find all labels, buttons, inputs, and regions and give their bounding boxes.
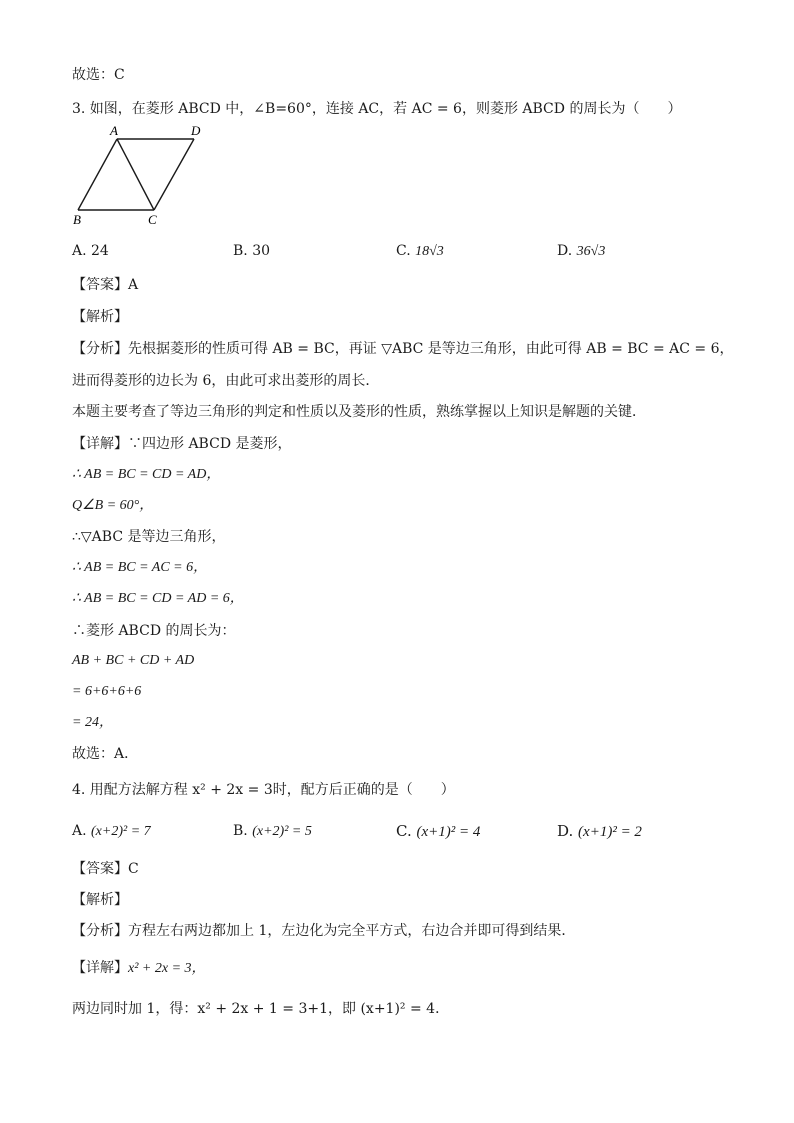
label-a: A xyxy=(110,123,118,138)
q3-detail-step-7: AB + BC + CD + AD xyxy=(72,653,195,668)
q3-summary: 本题主要考查了等边三角形的判定和性质以及菱形的性质，熟练掌握以上知识是解题的关键． xyxy=(72,404,646,420)
q3-fenxi-line-2: 进而得菱形的边长为 6，由此可求出菱形的周长． xyxy=(72,373,380,389)
diagonal-ac xyxy=(117,139,154,210)
q3-detail-step-9: = 24， xyxy=(72,715,113,730)
option-a[interactable]: A. 24 xyxy=(72,243,109,259)
q3-conclusion: 故选：A． xyxy=(72,746,139,762)
side-ab xyxy=(78,139,117,210)
q3-fenxi-line-1: 【分析】先根据菱形的性质可得 AB = BC，再证 ▽ABC 是等边三角形，由此可得 AB = BC = AC = 6， xyxy=(72,341,734,357)
question-3-stem: 3. 如图，在菱形 ABCD 中，∠B=60°，连接 AC，若 AC = 6，则菱形 ABCD 的周长为（ ） xyxy=(72,101,682,117)
side-cd xyxy=(154,139,194,210)
q3-detail-step-4: ∴ AB = BC = AC = 6， xyxy=(72,560,208,575)
option-b[interactable]: B. (x+2)² = 5 xyxy=(233,823,312,839)
previous-answer: 故选：C xyxy=(72,67,125,83)
q3-detail-step-1: ∴ AB = BC = CD = AD， xyxy=(72,467,221,482)
label-b: B xyxy=(73,212,81,227)
q3-detail-step-6: ∴菱形 ABCD 的周长为： xyxy=(72,623,236,639)
q4-fenxi: 【分析】方程左右两边都加上 1，左边化为完全平方式，右边合并即可得到结果． xyxy=(72,923,576,939)
label-d: D xyxy=(191,123,201,138)
q4-detail-line-2: 两边同时加 1，得：x² + 2x + 1 = 3+1，即 (x+1)² = 4． xyxy=(72,1001,450,1017)
q3-analysis-heading: 【解析】 xyxy=(72,309,128,325)
option-a[interactable]: A. (x+2)² = 7 xyxy=(72,823,151,839)
option-b[interactable]: B. 30 xyxy=(233,243,271,259)
option-c[interactable]: C. 18√3 xyxy=(396,243,444,259)
q4-analysis-heading: 【解析】 xyxy=(72,892,128,908)
q4-answer: 【答案】C xyxy=(72,861,139,877)
q3-detail-step-0: 【详解】∵四边形 ABCD 是菱形， xyxy=(72,436,292,452)
option-c[interactable]: C. (x+1)² = 4 xyxy=(396,822,481,840)
q3-detail-step-2: Q∠B = 60°， xyxy=(72,498,154,513)
rhombus-figure xyxy=(70,122,230,230)
q3-detail-step-3: ∴▽ABC 是等边三角形， xyxy=(72,529,226,545)
q4-detail-line-1: 【详解】x² + 2x = 3， xyxy=(72,960,206,976)
q3-detail-step-8: = 6+6+6+6 xyxy=(72,684,142,699)
label-c: C xyxy=(148,212,157,227)
q3-answer: 【答案】A xyxy=(72,277,139,293)
question-4-stem: 4. 用配方法解方程 x² + 2x = 3时，配方后正确的是（ ） xyxy=(72,782,455,798)
option-d[interactable]: D. 36√3 xyxy=(557,243,606,259)
option-d[interactable]: D. (x+1)² = 2 xyxy=(557,822,642,840)
q3-detail-step-5: ∴ AB = BC = CD = AD = 6， xyxy=(72,591,244,606)
